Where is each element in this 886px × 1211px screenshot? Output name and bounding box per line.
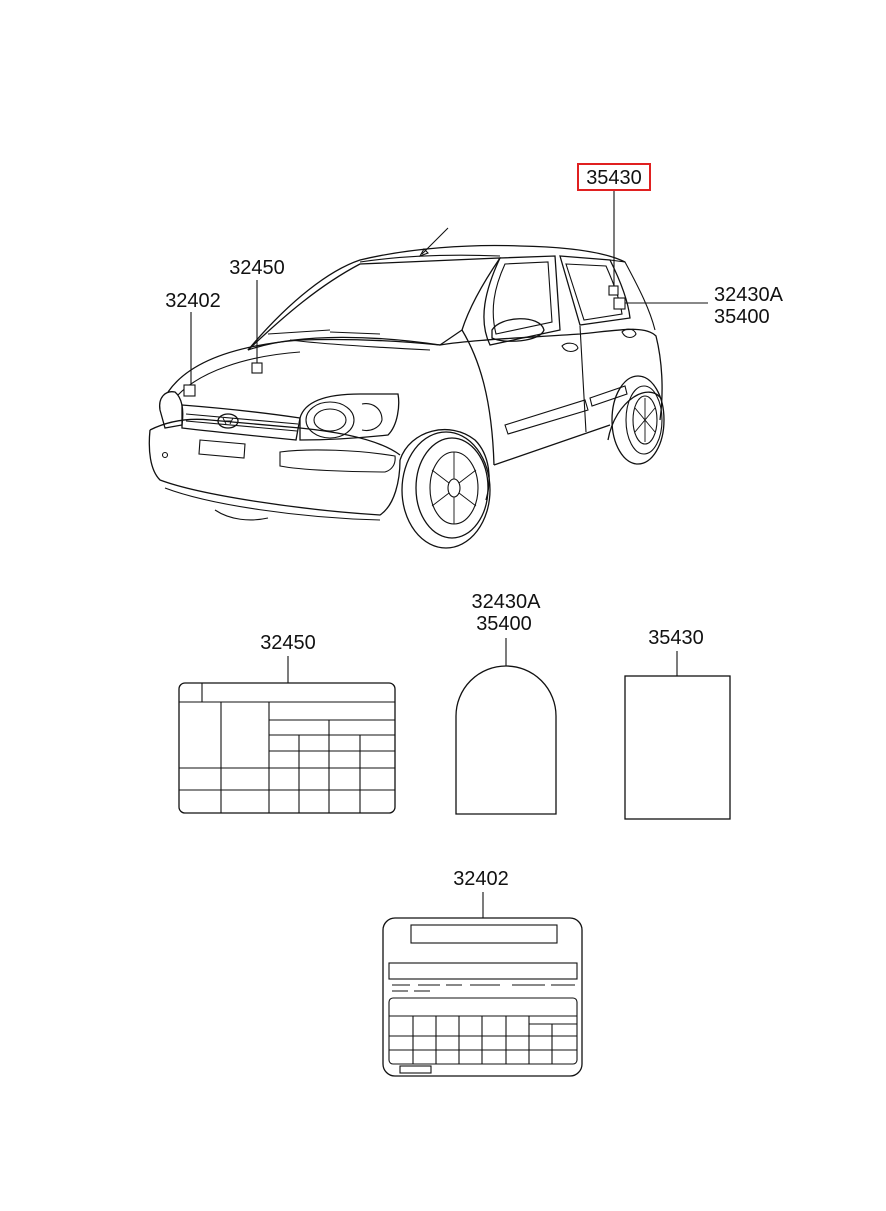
callout-35400[interactable]: 35400: [714, 306, 770, 328]
round-label-number-2[interactable]: 35400: [476, 613, 532, 635]
label-marker-hood: [252, 363, 262, 373]
callout-32450[interactable]: 32450: [229, 257, 285, 279]
tire-label-drawing: [383, 868, 582, 1076]
car-illustration: [149, 228, 664, 548]
callout-32430a[interactable]: 32430A: [714, 284, 783, 306]
callout-35430[interactable]: 35430: [586, 167, 642, 189]
label-marker-pillar-lower: [614, 298, 625, 309]
label-marker-front: [184, 385, 195, 396]
tire-label-number[interactable]: 32402: [453, 868, 509, 890]
rect-label-number[interactable]: 35430: [648, 627, 704, 649]
rect-label-drawing: [625, 627, 730, 819]
emission-label-number[interactable]: 32450: [260, 632, 316, 654]
label-marker-pillar-upper: [609, 286, 618, 295]
emission-label-drawing: [179, 632, 395, 813]
round-label-number-1[interactable]: 32430A: [471, 591, 541, 613]
round-label-drawing: [456, 591, 556, 814]
callout-32402[interactable]: 32402: [165, 290, 221, 312]
